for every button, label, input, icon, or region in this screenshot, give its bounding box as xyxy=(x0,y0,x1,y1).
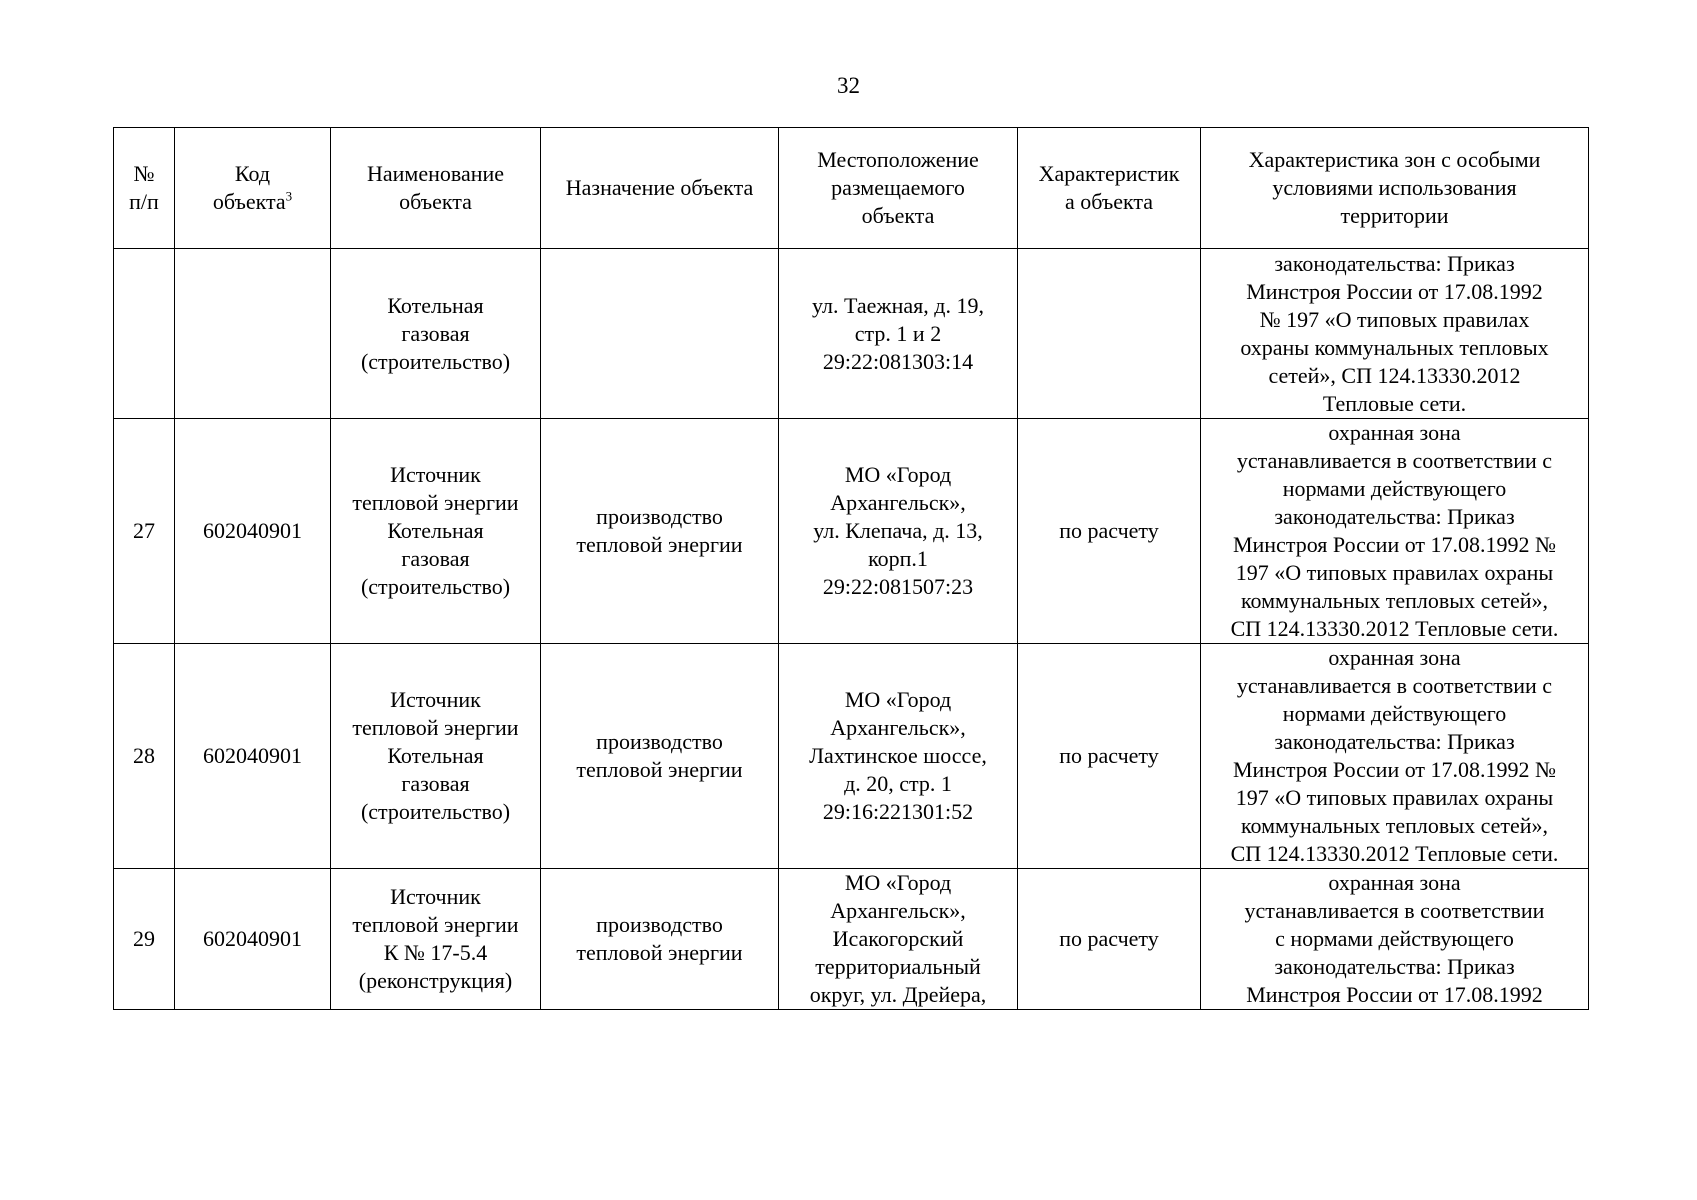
cell-num: 28 xyxy=(114,644,175,869)
cell-location: МО «Город Архангельск», ул. Клепача, д. 13, корп.1 29:22:081507:23 xyxy=(779,419,1018,644)
table-row xyxy=(114,419,1589,644)
header-code: Код объекта$^3$ xyxy=(175,128,331,249)
cell-characteristic: по расчету xyxy=(1018,869,1201,1010)
table-row xyxy=(114,869,1589,1010)
cell-name: Источник тепловой энергии Котельная газовая (строительство) xyxy=(331,419,541,644)
cell-code: 602040901 xyxy=(175,869,331,1010)
cell-location: МО «Город Архангельск», Лахтинское шоссе, д. 20, стр. 1 29:16:221301:52 xyxy=(779,644,1018,869)
header-zones: Характеристика зон с особыми условиями использования территории xyxy=(1201,128,1589,249)
header-characteristic: Характеристик а объекта xyxy=(1018,128,1201,249)
cell-zones: законодательства: Приказ Минстроя России от 17.08.1992 № 197 «О типовых правилах охраны коммунальных тепловых сетей», СП 124.13330.2012 Тепловые сети. xyxy=(1201,249,1589,419)
cell-name: Источник тепловой энергии Котельная газовая (строительство) xyxy=(331,644,541,869)
cell-purpose: производство тепловой энергии xyxy=(541,644,779,869)
table-header-row xyxy=(114,128,1589,249)
cell-location: ул. Таежная, д. 19, стр. 1 и 2 29:22:081303:14 xyxy=(779,249,1018,419)
objects-table xyxy=(113,127,1589,1010)
cell-num: 27 xyxy=(114,419,175,644)
cell-num: 29 xyxy=(114,869,175,1010)
cell-characteristic xyxy=(1018,249,1201,419)
cell-purpose xyxy=(541,249,779,419)
cell-zones: охранная зона устанавливается в соответствии с нормами действующего законодательства: Приказ Минстроя России от 17.08.1992 xyxy=(1201,869,1589,1010)
cell-code: 602040901 xyxy=(175,644,331,869)
table-row xyxy=(114,644,1589,869)
cell-zones: охранная зона устанавливается в соответствии с нормами действующего законодательства: Приказ Минстроя России от 17.08.1992 № 197 «О типовых правилах охраны коммунальных тепловых сетей», СП 124.13330.2012 Тепловые сети. xyxy=(1201,419,1589,644)
header-name: Наименование объекта xyxy=(331,128,541,249)
cell-code: 602040901 xyxy=(175,419,331,644)
cell-num xyxy=(114,249,175,419)
cell-purpose: производство тепловой энергии xyxy=(541,419,779,644)
cell-zones: охранная зона устанавливается в соответствии с нормами действующего законодательства: Приказ Минстроя России от 17.08.1992 № 197 «О типовых правилах охраны коммунальных тепловых сетей», СП 124.13330.2012 Тепловые сети. xyxy=(1201,644,1589,869)
footnote-marker: 3 xyxy=(285,188,293,204)
header-num: № п/п xyxy=(114,128,175,249)
cell-characteristic: по расчету xyxy=(1018,644,1201,869)
page-number: 32 xyxy=(837,73,860,98)
header-location: Местоположение размещаемого объекта xyxy=(779,128,1018,249)
cell-name: Источник тепловой энергии К № 17-5.4 (реконструкция) xyxy=(331,869,541,1010)
cell-name: Котельная газовая (строительство) xyxy=(331,249,541,419)
table-row xyxy=(114,249,1589,419)
cell-code xyxy=(175,249,331,419)
cell-location: МО «Город Архангельск», Исакогорский территориальный округ, ул. Дрейера, xyxy=(779,869,1018,1010)
cell-characteristic: по расчету xyxy=(1018,419,1201,644)
header-purpose: Назначение объекта xyxy=(541,128,779,249)
cell-purpose: производство тепловой энергии xyxy=(541,869,779,1010)
